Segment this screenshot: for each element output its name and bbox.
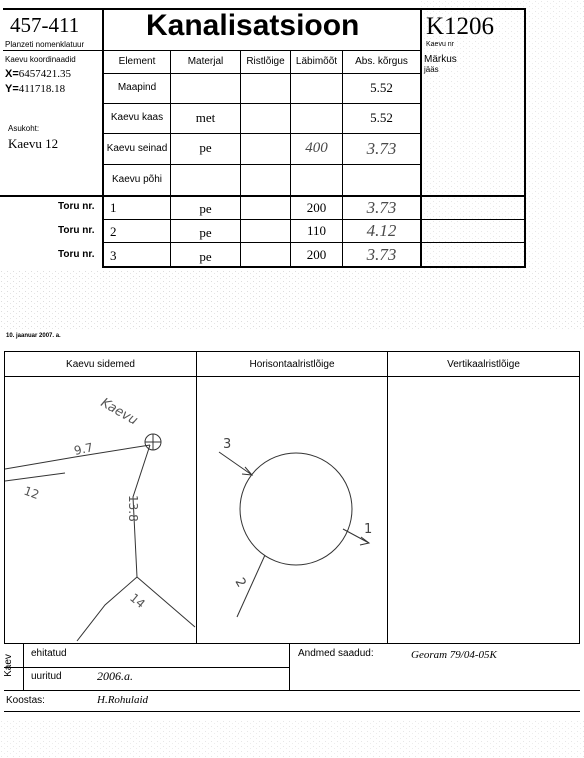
pipe-material: pe xyxy=(199,249,212,264)
page-title: Kanalisatsioon xyxy=(146,9,360,42)
source-value: Georam 79/04-05K xyxy=(411,649,497,661)
pipe-side-label: 2 xyxy=(231,575,249,591)
row-elevation: 5.52 xyxy=(370,80,393,95)
compiled-value: H.Rohulaid xyxy=(97,694,149,706)
row-material: pe xyxy=(199,140,212,155)
pipe-label: Toru nr. xyxy=(58,225,95,236)
remarks-value: jääs xyxy=(424,65,439,74)
horizontal-section-sketch xyxy=(197,377,387,642)
row-element: Kaevu kaas xyxy=(110,112,164,123)
compiled-label: Koostas: xyxy=(6,695,45,706)
sketch-distance-label: 13.8 xyxy=(126,495,140,522)
sketch-distance-label: 12 xyxy=(21,483,42,503)
pipe-diameter: 200 xyxy=(306,200,327,215)
pipe-elevation: 4.12 xyxy=(366,221,397,240)
sketch-distance-label: 14 xyxy=(127,590,148,612)
col-cross-section: Ristlõige xyxy=(246,56,285,67)
pipe-in-label: 3 xyxy=(223,437,232,452)
col-elevation: Abs. kõrgus xyxy=(355,56,408,67)
row-elevation: 5.52 xyxy=(370,110,393,125)
coord-y-label: Y= xyxy=(5,83,19,95)
sketch-pipe-line xyxy=(5,473,65,481)
coords-label: Kaevu koordinaadid xyxy=(5,55,76,64)
sketch-pipe-line xyxy=(77,577,137,641)
coord-x-value: 6457421.35 xyxy=(18,68,72,80)
date-stamp: 10. jaanuar 2007. a. xyxy=(6,333,61,339)
pipe-elevation: 3.73 xyxy=(366,198,397,217)
row-element: Maapind xyxy=(117,82,157,93)
remarks-label: Märkus xyxy=(424,54,457,65)
section-connections-title: Kaevu sidemed xyxy=(66,359,135,370)
section-vertical-title: Vertikaalristlõige xyxy=(447,359,520,370)
surveyed-label: uuritud xyxy=(31,671,62,682)
pipe-label: Toru nr. xyxy=(58,201,95,212)
row-elevation: 3.73 xyxy=(366,139,397,158)
pipe-diameter: 200 xyxy=(306,247,327,262)
built-label: ehitatud xyxy=(31,648,67,659)
well-id: K1206 xyxy=(426,13,495,40)
row-material: met xyxy=(195,110,216,125)
well-circle xyxy=(240,453,352,565)
pipe-label: Toru nr. xyxy=(58,249,95,260)
well-id-label: Kaevu nr xyxy=(426,41,455,48)
connections-sketch xyxy=(5,377,197,642)
sketch-distance-label: 9.7 xyxy=(72,440,95,458)
nomenclature-label: Planzeti nomenklatuur xyxy=(5,40,85,49)
pipe-out-label: 1 xyxy=(364,522,373,537)
col-element: Element xyxy=(118,56,156,67)
row-element: Kaevu seinad xyxy=(106,143,168,154)
location-value: Kaevu 12 xyxy=(8,136,59,151)
coord-y-value: 411718.18 xyxy=(18,83,66,95)
source-label: Andmed saadud: xyxy=(298,648,374,659)
row-diameter: 400 xyxy=(305,140,328,156)
pipe-material: pe xyxy=(199,225,212,240)
pipe-number: 3 xyxy=(110,248,117,263)
pipe-elevation: 3.73 xyxy=(366,245,397,264)
pipe-number: 2 xyxy=(110,224,117,239)
col-material: Materjal xyxy=(187,56,224,67)
surveyed-value: 2006.a. xyxy=(97,669,133,683)
col-diameter: Läbimõõt xyxy=(295,56,338,67)
location-label: Asukoht: xyxy=(8,124,40,133)
pipe-number: 1 xyxy=(110,200,117,215)
coord-y xyxy=(5,83,65,95)
pipe-in-arrow xyxy=(219,452,252,475)
pipe-diameter: 110 xyxy=(306,223,327,238)
row-element: Kaevu põhi xyxy=(111,174,163,185)
kaev-label: Kaev xyxy=(2,654,14,677)
sketch-label-kaevu: Kaevu xyxy=(98,395,141,429)
coord-x xyxy=(5,68,71,80)
pipe-material: pe xyxy=(199,201,212,216)
section-horizontal-title: Horisontaalristlõige xyxy=(249,359,335,370)
coord-x-label: X= xyxy=(5,68,19,80)
nomenclature-code: 457-411 xyxy=(10,13,80,37)
